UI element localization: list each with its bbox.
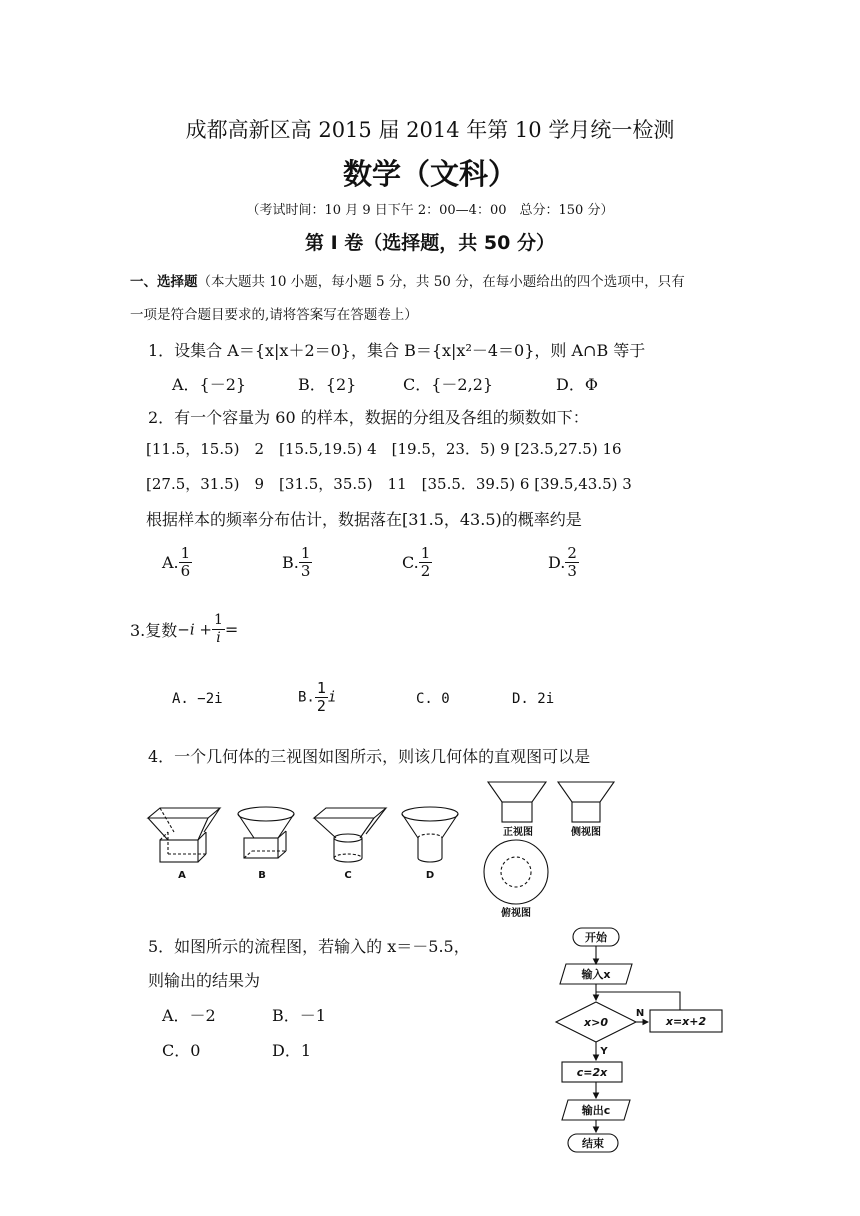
q2-option-fraction: $\frac{1}{6}$ bbox=[180, 544, 191, 580]
top-view-label: 俯视图 bbox=[501, 908, 531, 919]
section-title: 第 I 卷（选择题，共 50 分） bbox=[305, 232, 555, 254]
solid-c bbox=[314, 808, 386, 862]
front-view-top bbox=[488, 782, 546, 802]
q5-option-c: C．0 bbox=[162, 1041, 201, 1060]
q4-three-views-figure bbox=[482, 778, 622, 924]
q5-stem-line2: 则输出的结果为 bbox=[148, 971, 261, 990]
q2-option-label: D. bbox=[548, 553, 566, 572]
front-view-base bbox=[502, 802, 532, 822]
q3-option-d: D. 2i bbox=[512, 691, 555, 707]
q1-option-d: D．Φ bbox=[556, 375, 598, 394]
instructions-text: （本大题共 10 小题，每小题 5 分，共 50 分，在每小题给出的四个选项中，只有 bbox=[197, 274, 685, 290]
q3-fraction: $\frac{1}{i}$ bbox=[213, 612, 223, 646]
flow-assign-label: c=2x bbox=[576, 1066, 608, 1079]
solid-a bbox=[148, 808, 220, 862]
q3-option-b-tail: i bbox=[327, 689, 337, 706]
flow-condition-label: x>0 bbox=[584, 1016, 608, 1029]
q5-option-a: A．－2 bbox=[162, 1006, 216, 1025]
solid-label-a: A bbox=[178, 870, 186, 881]
side-view-base bbox=[572, 802, 600, 822]
page-title: 成都高新区高 2015 届 2014 年第 10 学月统一检测 bbox=[185, 118, 675, 142]
instructions-line2: 一项是符合题目要求的,请将答案写在答题卷上） bbox=[130, 307, 418, 323]
q2-option-fraction: $\frac{2}{3}$ bbox=[567, 544, 577, 580]
solid-label-b: B bbox=[258, 870, 266, 881]
q3-option-label: B. bbox=[298, 689, 315, 706]
q3-equals: = bbox=[224, 620, 239, 639]
q2-option-a bbox=[162, 545, 192, 580]
solid-label-d: D bbox=[425, 870, 435, 881]
side-view-top bbox=[558, 782, 614, 802]
q3-option-c: C. 0 bbox=[416, 691, 450, 707]
q2-option-d bbox=[548, 545, 579, 580]
flow-input-label: 输入x bbox=[581, 968, 611, 981]
top-view-outer bbox=[484, 840, 548, 904]
side-view-label: 侧视图 bbox=[571, 827, 601, 838]
q5-stem-line1: 5．如图所示的流程图，若输入的 x＝－5.5， bbox=[148, 937, 470, 956]
q5-option-d: D．1 bbox=[272, 1041, 312, 1060]
q3-option-b bbox=[298, 680, 336, 715]
q3-stem bbox=[130, 612, 238, 647]
q5-flowchart bbox=[540, 922, 740, 1158]
q1-option-a: A．{－2} bbox=[172, 375, 247, 394]
solid-b bbox=[238, 807, 294, 858]
flow-yes-label: Y bbox=[600, 1046, 608, 1057]
q4-stem: 4．一个几何体的三视图如图所示，则该几何体的直观图可以是 bbox=[148, 747, 591, 766]
flow-end-label: 结束 bbox=[582, 1137, 604, 1150]
q2-option-c bbox=[402, 545, 432, 580]
q2-ask: 根据样本的频率分布估计，数据落在[31.5，43.5)的概率约是 bbox=[146, 510, 582, 529]
exam-time: （考试时间：10 月 9 日下午 2：00—4：00 总分：150 分） bbox=[246, 203, 614, 218]
q2-option-label: B. bbox=[282, 553, 299, 572]
solid-label-c: C bbox=[344, 870, 352, 881]
q2-option-label: A. bbox=[162, 553, 179, 572]
instructions-lead: 一、选择题 bbox=[130, 274, 198, 290]
q4-solids-figure bbox=[140, 800, 480, 885]
flow-update-label: x=x+2 bbox=[665, 1015, 707, 1028]
q2-option-fraction: $\frac{1}{3}$ bbox=[300, 544, 311, 580]
q3-option-b-fraction: $\frac{1}{2}$ bbox=[316, 679, 326, 715]
q2-option-b bbox=[282, 545, 312, 580]
flow-output-label: 输出c bbox=[581, 1104, 611, 1117]
q2-option-fraction: $\frac{1}{2}$ bbox=[420, 544, 431, 580]
subject-title: 数学（文科） bbox=[342, 157, 517, 191]
q2-stem: 2．有一个容量为 60 的样本，数据的分组及各组的频数如下： bbox=[148, 408, 589, 427]
q3-option-a: A. −2i bbox=[172, 691, 223, 707]
q1-stem: 1．设集合 A＝{x|x＋2＝0}，集合 B＝{x|x²－4＝0}，则 A∩B 等于 bbox=[148, 341, 646, 360]
top-view-inner bbox=[501, 857, 531, 887]
q1-option-c: C．{－2,2} bbox=[403, 375, 494, 394]
q3-expression: −i + bbox=[177, 620, 212, 639]
flow-no-label: N bbox=[635, 1008, 645, 1019]
q3-prefix: 3.复数 bbox=[130, 621, 178, 640]
q1-option-b: B．{2} bbox=[298, 375, 357, 394]
q2-row1: [11.5，15.5) 2 [15.5,19.5) 4 [19.5，23．5) 9 [23.5,27.5) 16 bbox=[146, 440, 622, 458]
q2-option-label: C. bbox=[402, 553, 419, 572]
solid-d bbox=[402, 807, 458, 862]
q5-option-b: B．－1 bbox=[272, 1006, 326, 1025]
flow-start-label: 开始 bbox=[585, 931, 607, 944]
front-view-label: 正视图 bbox=[503, 827, 533, 838]
instructions-line1 bbox=[130, 270, 685, 290]
q2-row2: [27.5，31.5) 9 [31.5，35.5) 11 [35.5．39.5) 6 [39.5,43.5) 3 bbox=[146, 475, 632, 493]
